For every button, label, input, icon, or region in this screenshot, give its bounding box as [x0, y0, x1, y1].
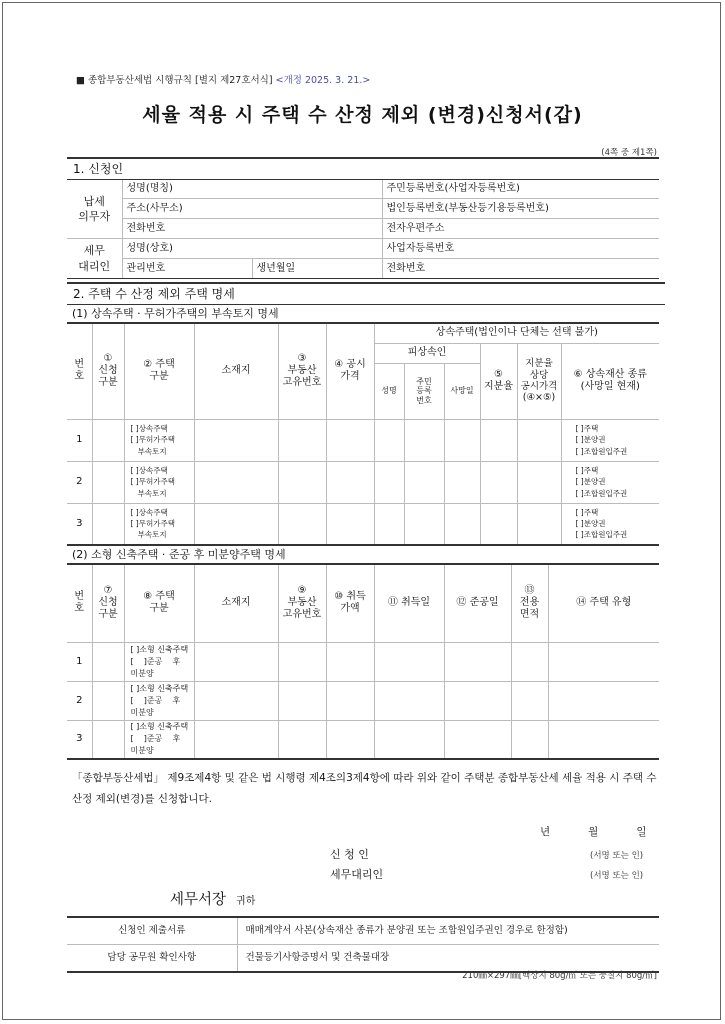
house-type-checkbox[interactable]: [ ]소형 신축주택 [ ]준공 후 미분양 [124, 681, 194, 720]
agent-bizno-field[interactable]: 사업자등록번호 [382, 239, 659, 259]
asset-kind-checkbox[interactable]: [ ]주택 [ ]분양권 [ ]조합원입주권 [561, 461, 659, 503]
t1-col-share-ratio: ⑤ 지분율 [480, 343, 517, 419]
t1-col-official-price: ④ 공시 가격 [326, 323, 374, 419]
acq-date-cell[interactable] [374, 720, 444, 759]
attachment-row [67, 945, 659, 973]
price-cell[interactable] [326, 419, 374, 461]
t1-col-inherited-group: 상속주택(법인이나 단체는 선택 불가) [374, 323, 659, 343]
taxpayer-phone-field[interactable]: 전화번호 [122, 219, 382, 239]
share-ratio-cell[interactable] [480, 461, 517, 503]
agent-phone-field[interactable]: 전화번호 [382, 259, 659, 279]
decedent-name-cell[interactable] [374, 461, 404, 503]
t2-col-apply-type: ⑦ 신청 구분 [92, 564, 124, 642]
price-cell[interactable] [326, 503, 374, 545]
property-id-cell[interactable] [278, 681, 326, 720]
house-type-checkbox[interactable]: [ ]소형 신축주택 [ ]준공 후 미분양 [124, 720, 194, 759]
t1-col-apply-type: ① 신청 구분 [92, 323, 124, 419]
t1-col-location: 소재지 [194, 323, 278, 419]
t2-col-area: ⑬ 전용 면적 [511, 564, 548, 642]
apply-type-cell[interactable] [92, 720, 124, 759]
t1-col-decedent: 피상속인 [374, 343, 480, 363]
paper-spec: 210㎜×297㎜[백상지 80g/㎡ 또는 중질지 80g/㎡] [462, 971, 657, 981]
house-kind-cell[interactable] [548, 642, 659, 681]
house-kind-cell[interactable] [548, 681, 659, 720]
page-number: (4쪽 중 제1쪽) [601, 148, 657, 158]
attachment-row [67, 917, 659, 945]
table-row [67, 642, 659, 681]
table-row [67, 720, 659, 759]
date-year[interactable]: 년 [540, 826, 551, 838]
death-date-cell[interactable] [444, 419, 480, 461]
verification-label: 담당 공무원 확인사항 [67, 945, 237, 973]
verification-value: 건물등기사항증명서 및 건축물대장 [237, 945, 659, 973]
inherited-house-table [67, 322, 659, 546]
date-day[interactable]: 일 [636, 826, 647, 838]
form-reference: ■ 종합부동산세법 시행규칙 [별지 제27호서식] [76, 75, 273, 86]
decedent-name-cell[interactable] [374, 503, 404, 545]
property-id-cell[interactable] [278, 720, 326, 759]
acq-date-cell[interactable] [374, 681, 444, 720]
new-house-table [67, 563, 659, 760]
house-type-checkbox[interactable]: [ ]상속주택 [ ]무허가주택 부속토지 [124, 419, 194, 461]
section2-heading: 2. 주택 수 산정 제외 주택 명세 [67, 282, 665, 305]
t2-col-acq-date: ⑪ 취득일 [374, 564, 444, 642]
t2-col-no: 번 호 [67, 564, 92, 642]
location-cell[interactable] [194, 419, 278, 461]
agent-birth-field[interactable]: 생년월일 [252, 259, 382, 279]
table-row [67, 419, 659, 461]
acq-price-cell[interactable] [326, 642, 374, 681]
apply-type-cell[interactable] [92, 681, 124, 720]
office-name: 세무서장 [170, 892, 227, 908]
asset-kind-checkbox[interactable]: [ ]주택 [ ]분양권 [ ]조합원입주권 [561, 419, 659, 461]
declaration-text: 「종합부동산세법」 제9조제4항 및 같은 법 시행령 제4조의3제4항에 따라 위와 같이 주택분 종합부동산세 세율 적용 시 주택 수 산정 제외(변경)를 신청합니다. [72, 772, 657, 805]
t1-col-asset-kind: ⑥ 상속재산 종류 (사망일 현재) [561, 343, 659, 419]
property-id-cell[interactable] [278, 461, 326, 503]
date-line [540, 824, 646, 839]
t1-col-no: 번 호 [67, 323, 92, 419]
subsection1-heading: (1) 상속주택 · 무허가주택의 부속토지 명세 [72, 307, 279, 320]
decedent-id-cell[interactable] [404, 503, 444, 545]
apply-type-cell[interactable] [92, 419, 124, 461]
t2-col-house-kind: ⑭ 주택 유형 [548, 564, 659, 642]
agent-label: 세무 대리인 [67, 239, 122, 279]
t2-col-property-id: ⑨ 부동산 고유번호 [278, 564, 326, 642]
taxpayer-name-field[interactable]: 성명(명칭) [122, 180, 382, 199]
location-cell[interactable] [194, 720, 278, 759]
taxpayer-rrn-field[interactable]: 주민등록번호(사업자등록번호) [382, 180, 659, 199]
attachment-label: 신청인 제출서류 [67, 917, 237, 945]
agent-name-field[interactable]: 성명(상호) [122, 239, 382, 259]
office-suffix: 귀하 [236, 896, 256, 907]
price-cell[interactable] [326, 461, 374, 503]
decedent-id-cell[interactable] [404, 419, 444, 461]
applicant-signature[interactable]: (서명 또는 인) [590, 851, 644, 861]
row-no: 3 [67, 720, 92, 759]
t1-col-death-date: 사망일 [444, 363, 480, 419]
row-no: 1 [67, 419, 92, 461]
date-month[interactable]: 월 [588, 826, 599, 838]
area-cell[interactable] [511, 681, 548, 720]
taxpayer-corp-no-field[interactable]: 법인등록번호(부동산등기용등록번호) [382, 199, 659, 219]
share-price-cell[interactable] [517, 503, 561, 545]
share-price-cell[interactable] [517, 461, 561, 503]
table-row [67, 461, 659, 503]
decedent-id-cell[interactable] [404, 461, 444, 503]
t2-col-house-type: ⑧ 주택 구분 [124, 564, 194, 642]
area-cell[interactable] [511, 642, 548, 681]
acq-date-cell[interactable] [374, 642, 444, 681]
share-price-cell[interactable] [517, 419, 561, 461]
agent-sign-label: 세무대리인 [330, 868, 384, 881]
house-type-checkbox[interactable]: [ ]상속주택 [ ]무허가주택 부속토지 [124, 503, 194, 545]
house-type-checkbox[interactable]: [ ]상속주택 [ ]무허가주택 부속토지 [124, 461, 194, 503]
acq-price-cell[interactable] [326, 720, 374, 759]
completion-date-cell[interactable] [444, 642, 511, 681]
attachment-value: 매매계약서 사본(상속재산 종류가 분양권 또는 조합원입주권인 경우로 한정함) [237, 917, 659, 945]
form-title: 세율 적용 시 주택 수 산정 제외 (변경)신청서(갑) [142, 104, 583, 126]
apply-type-cell[interactable] [92, 461, 124, 503]
row-no: 3 [67, 503, 92, 545]
agent-signature[interactable]: (서명 또는 인) [590, 871, 644, 881]
revision-date: <개정 2025. 3. 21.> [275, 75, 371, 86]
taxpayer-email-field[interactable]: 전자우편주소 [382, 219, 659, 239]
t2-col-completion-date: ⑫ 준공일 [444, 564, 511, 642]
t1-col-share-price: 지분율 상당 공시가격 (④×⑤) [517, 343, 561, 419]
decedent-name-cell[interactable] [374, 419, 404, 461]
attachments-table [67, 916, 659, 973]
row-no: 1 [67, 642, 92, 681]
location-cell[interactable] [194, 681, 278, 720]
applicant-table [67, 157, 659, 279]
area-cell[interactable] [511, 720, 548, 759]
recipient-office [170, 888, 255, 909]
completion-date-cell[interactable] [444, 720, 511, 759]
agent-mgmt-no-field[interactable]: 관리번호 [122, 259, 252, 279]
location-cell[interactable] [194, 642, 278, 681]
acq-price-cell[interactable] [326, 681, 374, 720]
section1-heading: 1. 신청인 [67, 158, 659, 180]
property-id-cell[interactable] [278, 642, 326, 681]
taxpayer-label: 납세 의무자 [67, 180, 122, 239]
share-ratio-cell[interactable] [480, 419, 517, 461]
form-header [76, 72, 370, 86]
t1-col-house-type: ② 주택 구분 [124, 323, 194, 419]
table-row [67, 503, 659, 545]
location-cell[interactable] [194, 503, 278, 545]
death-date-cell[interactable] [444, 461, 480, 503]
t1-col-decedent-name: 성명 [374, 363, 404, 419]
completion-date-cell[interactable] [444, 681, 511, 720]
row-no: 2 [67, 461, 92, 503]
t2-col-acq-price: ⑩ 취득 가액 [326, 564, 374, 642]
property-id-cell[interactable] [278, 419, 326, 461]
house-type-checkbox[interactable]: [ ]소형 신축주택 [ ]준공 후 미분양 [124, 642, 194, 681]
share-ratio-cell[interactable] [480, 503, 517, 545]
applicant-sign-label: 신 청 인 [330, 848, 369, 861]
apply-type-cell[interactable] [92, 503, 124, 545]
t2-col-location: 소재지 [194, 564, 278, 642]
taxpayer-address-field[interactable]: 주소(사무소) [122, 199, 382, 219]
t1-col-decedent-id: 주민 등록 번호 [404, 363, 444, 419]
asset-kind-checkbox[interactable]: [ ]주택 [ ]분양권 [ ]조합원입주권 [561, 503, 659, 545]
table-row [67, 681, 659, 720]
subsection2-heading: (2) 소형 신축주택 · 준공 후 미분양주택 명세 [72, 548, 286, 561]
location-cell[interactable] [194, 461, 278, 503]
house-kind-cell[interactable] [548, 720, 659, 759]
t1-col-property-id: ③ 부동산 고유번호 [278, 323, 326, 419]
death-date-cell[interactable] [444, 503, 480, 545]
apply-type-cell[interactable] [92, 642, 124, 681]
row-no: 2 [67, 681, 92, 720]
property-id-cell[interactable] [278, 503, 326, 545]
